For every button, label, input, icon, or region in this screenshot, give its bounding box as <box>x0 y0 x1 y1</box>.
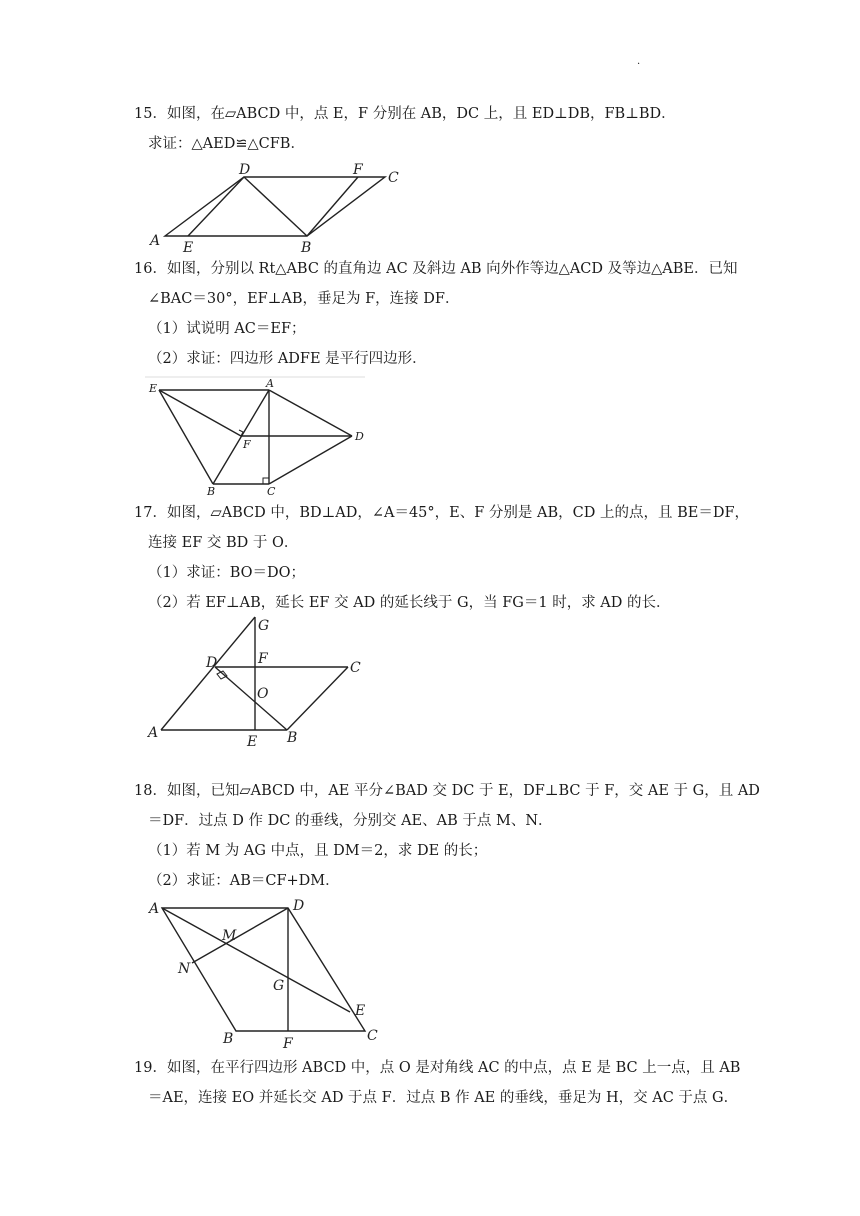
q18-figure <box>145 895 385 1050</box>
q15-figure <box>145 160 405 255</box>
q17-label-o: O <box>257 686 269 702</box>
q15-segment-ed <box>188 177 244 236</box>
q17-line-ag <box>161 617 255 730</box>
q18-label-d: D <box>293 898 305 914</box>
q16-segment-ef <box>159 390 241 436</box>
q16-line2: ∠BAC＝30°，EF⊥AB，垂足为 F，连接 DF． <box>148 291 460 307</box>
q18-label-n: N <box>178 961 191 977</box>
q15-label-e: E <box>183 240 194 256</box>
q18-label-m: M <box>222 928 237 944</box>
q18-label-g: G <box>273 978 285 994</box>
q17-line2: 连接 EF 交 BD 于 O． <box>148 535 299 551</box>
q17-label-c: C <box>350 660 361 676</box>
q15-segment-fb <box>307 177 358 236</box>
q17-part2: （2）若 EF⊥AB，延长 EF 交 AD 的延长线于 G，当 FG＝1 时，求 AD 的长． <box>148 595 671 611</box>
q16-label-c: C <box>267 485 276 498</box>
q19-line1: 19．如图，在平行四边形 ABCD 中，点 O 是对角线 AC 的中点，点 E 是 BC 上一点，且 AB <box>134 1060 741 1076</box>
q16-line1: 16．如图，分别以 Rt△ABC 的直角边 AC 及斜边 AB 向外作等边△ACD 及等边△ABE．已知 <box>134 261 738 277</box>
q17-label-g: G <box>258 618 270 634</box>
q17-label-a: A <box>148 725 159 741</box>
q17-line1: 17．如图，▱ABCD 中，BD⊥AD，∠A＝45°，E、F 分别是 AB，CD 上的点，且 BE＝DF， <box>134 505 750 521</box>
q16-segment-eb <box>159 390 213 484</box>
q18-label-f: F <box>283 1036 293 1052</box>
q15-diagonal-bd <box>244 177 307 236</box>
q16-label-a: A <box>266 377 274 390</box>
q16-right-angle-c <box>263 478 269 484</box>
q16-label-f: F <box>243 438 251 451</box>
q17-segment-bc <box>287 667 348 730</box>
q18-label-b: B <box>223 1031 234 1047</box>
q16-segment-ab <box>213 390 269 484</box>
q16-label-d: D <box>355 430 364 443</box>
q17-label-f: F <box>258 651 268 667</box>
q16-figure <box>145 376 375 498</box>
q16-label-e: E <box>149 382 158 395</box>
q18-label-a: A <box>149 901 160 917</box>
q18-part2: （2）求证：AB＝CF+DM． <box>148 873 340 889</box>
q18-line1: 18．如图，已知▱ABCD 中，AE 平分∠BAD 交 DC 于 E，DF⊥BC 于 F，交 AE 于 G，且 AD <box>134 783 760 799</box>
q18-segment-ae <box>162 908 350 1012</box>
q18-line2: ＝DF．过点 D 作 DC 的垂线，分别交 AE、AB 于点 M、N． <box>148 813 553 829</box>
q15-label-f: F <box>353 162 363 178</box>
q17-figure <box>145 615 375 750</box>
q16-segment-ad <box>269 390 352 436</box>
q18-label-e: E <box>355 1003 366 1019</box>
q19-line2: ＝AE，连接 EO 并延长交 AD 于点 F．过点 B 作 AE 的垂线，垂足为 H，交 AC 于点 G． <box>148 1090 739 1106</box>
q18-label-c: C <box>367 1028 378 1044</box>
q15-label-a: A <box>150 233 161 249</box>
q17-label-e: E <box>247 734 258 750</box>
q18-segment-dn <box>192 908 288 963</box>
q15-label-b: B <box>301 240 312 256</box>
q18-parallelogram <box>162 908 365 1031</box>
q16-part1: （1）试说明 AC＝EF； <box>148 321 306 337</box>
header-mark: . <box>637 56 641 67</box>
q17-part1: （1）求证：BO＝DO； <box>148 565 306 581</box>
q17-label-b: B <box>287 730 298 746</box>
q16-label-b: B <box>207 485 216 498</box>
q17-label-d: D <box>206 655 218 671</box>
q16-part2: （2）求证：四边形 ADFE 是平行四边形． <box>148 351 427 367</box>
q15-label-c: C <box>388 170 399 186</box>
q16-segment-cd <box>269 436 352 484</box>
q15-line1: 15．如图，在▱ABCD 中，点 E，F 分别在 AB，DC 上，且 ED⊥DB，FB⊥BD． <box>134 106 676 122</box>
q15-line2: 求证：△AED≌△CFB． <box>148 136 305 152</box>
q18-part1: （1）若 M 为 AG 中点，且 DM＝2，求 DE 的长； <box>148 843 488 859</box>
q15-label-d: D <box>239 162 251 178</box>
